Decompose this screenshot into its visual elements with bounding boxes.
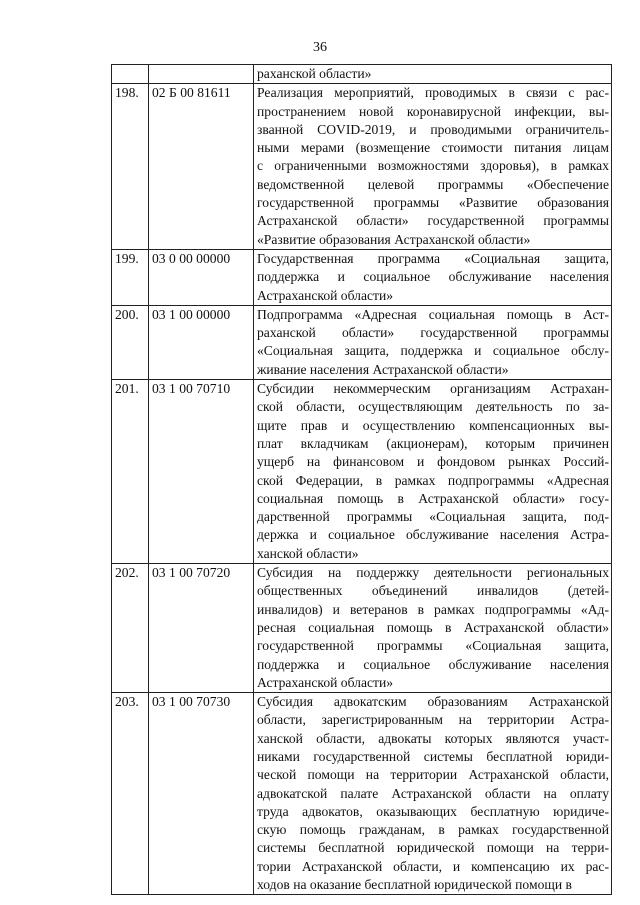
description-line: тории Астраханской области, и компенсацию их рас- [257,858,609,874]
description-line: Реализация мероприятий, проводимых в связи с рас- [257,85,609,101]
description-line: «Социальная защита, поддержка и социальное обслу- [257,343,609,359]
description-line: ханской области, адвокаты которых являются участ- [257,730,609,746]
description-line: Подпрограмма «Адресная социальная помощь в Аст- [257,306,609,322]
row-number-cell: 202. [112,564,149,693]
description-line: поддержка и социальное обслуживание населения [257,269,609,285]
row-code-cell: 02 Б 00 81611 [149,84,254,250]
description-line: ресная социальная помощь в Астраханской области» [257,619,609,635]
row-code-cell [149,65,254,84]
row-number-cell: 200. [112,305,149,379]
budget-classification-table [111,64,612,895]
table-row [112,380,612,564]
description-line: труда адвокатов, оказывающих бесплатную юридиче- [257,803,609,819]
description-line: Государственная программа «Социальная защита, [257,250,609,266]
description-line: раханской области» государственной программы [257,325,609,341]
description-line: ской области, осуществляющим деятельность по за- [257,399,609,415]
row-number-cell [112,65,149,84]
row-code-cell: 03 1 00 70730 [149,693,254,895]
description-line: Субсидия адвокатским образованиям Астраханской [257,694,609,710]
description-line: «Развитие образования Астраханской области» [257,231,531,247]
row-code-cell: 03 1 00 70720 [149,564,254,693]
description-line: Астраханской области» [257,287,394,303]
description-line: государственной программы «Социальная защита, [257,638,609,654]
description-line: с ограниченными возможностями здоровья), в рамках [257,158,609,174]
description-line: общественных объединений инвалидов (детей- [257,583,609,599]
row-description-cell [254,84,612,250]
description-line: Субсидии некоммерческим организациям Астрахан- [257,381,609,397]
row-number-cell: 201. [112,380,149,564]
description-line: системы бесплатной юридической помощи на терри- [257,840,609,856]
description-line: ными мерами (возмещение стоимости питания лицам [257,140,609,156]
description-line: щите прав и осуществлению компенсационных вы- [257,417,609,433]
row-description-cell [254,693,612,895]
row-code-cell: 03 1 00 70710 [149,380,254,564]
description-line: поддержка и социальное обслуживание населения [257,656,609,672]
table-row [112,84,612,250]
table-body [112,65,612,895]
description-line: ходов на оказание бесплатной юридической помощи в [257,877,572,893]
description-line: пространением новой коронавирусной инфекции, вы- [257,103,609,119]
description-line: ущерб на финансовом и фондовом рынках Россий- [257,454,609,470]
row-number-cell: 203. [112,693,149,895]
table-row [112,564,612,693]
description-line: государственной программы «Развитие образования [257,195,609,211]
description-line: ханской области» [257,545,359,561]
table-row [112,65,612,84]
description-line: никами государственной системы бесплатной юриди- [257,748,609,764]
table-row [112,305,612,379]
description-line: званной COVID-2019, и проводимыми ограничитель- [257,121,609,137]
description-line: социальная помощь в Астраханской области» госу- [257,490,609,506]
description-line: ческой помощи на территории Астраханской области, [257,767,609,783]
description-line: адвокатской палате Астраханской области на оплату [257,785,609,801]
description-line: раханской области» [257,66,372,81]
description-line: области, зарегистрированным на территории Астра- [257,712,609,728]
table-row [112,249,612,305]
row-number-cell: 198. [112,84,149,250]
description-line: Астраханской области» государственной программы [257,213,609,229]
description-line: живание населения Астраханской области» [257,361,509,377]
row-description-cell [254,65,612,84]
page-number: 36 [313,40,327,55]
description-line: Астраханской области» [257,674,394,690]
description-line: Субсидия на поддержку деятельности региональных [257,565,609,581]
description-line: держка и социальное обслуживание населения Астра- [257,527,609,543]
description-line: плат вкладчикам (акционерам), которым причинен [257,435,609,451]
row-number-cell: 199. [112,249,149,305]
description-line: дарственной программы «Социальная защита, под- [257,509,609,525]
row-description-cell [254,380,612,564]
description-line: инвалидов) и ветеранов в рамках подпрограммы «Ад- [257,601,609,617]
row-description-cell [254,249,612,305]
row-code-cell: 03 1 00 00000 [149,305,254,379]
description-line: ведомственной целевой программы «Обеспечение [257,176,609,192]
table-row [112,693,612,895]
row-description-cell [254,305,612,379]
description-line: скую помощь гражданам, в рамках государственной [257,822,609,838]
row-description-cell [254,564,612,693]
description-line: ской Федерации, в рамках подпрограммы «Адресная [257,472,609,488]
row-code-cell: 03 0 00 00000 [149,249,254,305]
